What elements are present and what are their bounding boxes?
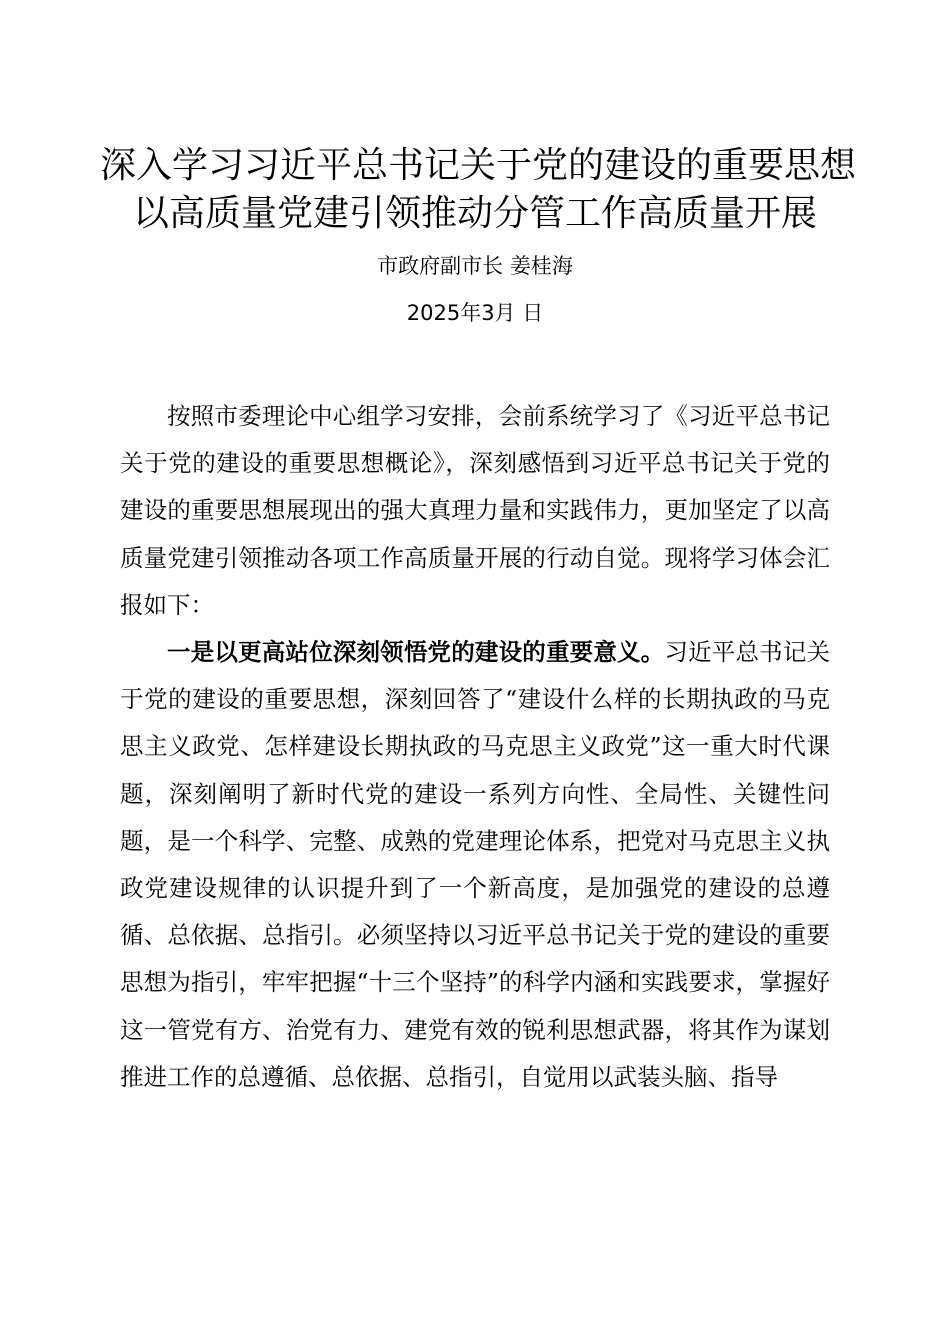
document-body: [120, 393, 830, 1101]
paragraph-lead: 一是以更高站位深刻领悟党的建设的重要意义。: [167, 638, 665, 667]
document-title-line-1: 深入学习习近平总书记关于党的建设的重要思想: [100, 145, 857, 186]
document-author: 市政府副市长 姜桂海: [377, 254, 573, 278]
paragraph-point-one: [120, 629, 830, 1101]
document-date: 2025年3月 日: [406, 301, 544, 325]
document-title-line-2: 以高质量党建引领推动分管工作高质量开展: [132, 193, 817, 234]
paragraph-intro: [120, 393, 830, 629]
paragraph-text: 按照市委理论中心组学习安排，会前系统学习了《习近平总书记关于党的建设的重要思想概论》，深刻感悟到习近平总书记关于党的建设的重要思想展现出的强大真理力量和实践伟力，更加坚定了以高质量党建引领推动各项工作高质量开展的行动自觉。现将学习体会汇报如下：: [120, 402, 830, 619]
paragraph-text: 习近平总书记关于党的建设的重要思想，深刻回答了“建设什么样的长期执政的马克思主义政党、怎样建设长期执政的马克思主义政党”这一重大时代课题，深刻阐明了新时代党的建设一系列方向性、全局性、关键性问题，是一个科学、完整、成熟的党建理论体系，把党对马克思主义执政党建设规律的认识提升到了一个新高度，是加强党的建设的总遵循、总依据、总指引。必须坚持以习近平总书记关于党的建设的重要思想为指引，牢牢把握“十三个坚持”的科学内涵和实践要求，掌握好这一管党有方、治党有力、建党有效的锐利思想武器，将其作为谋划推进工作的总遵循、总依据、总指引，自觉用以武装头脑、指导: [120, 638, 831, 1091]
